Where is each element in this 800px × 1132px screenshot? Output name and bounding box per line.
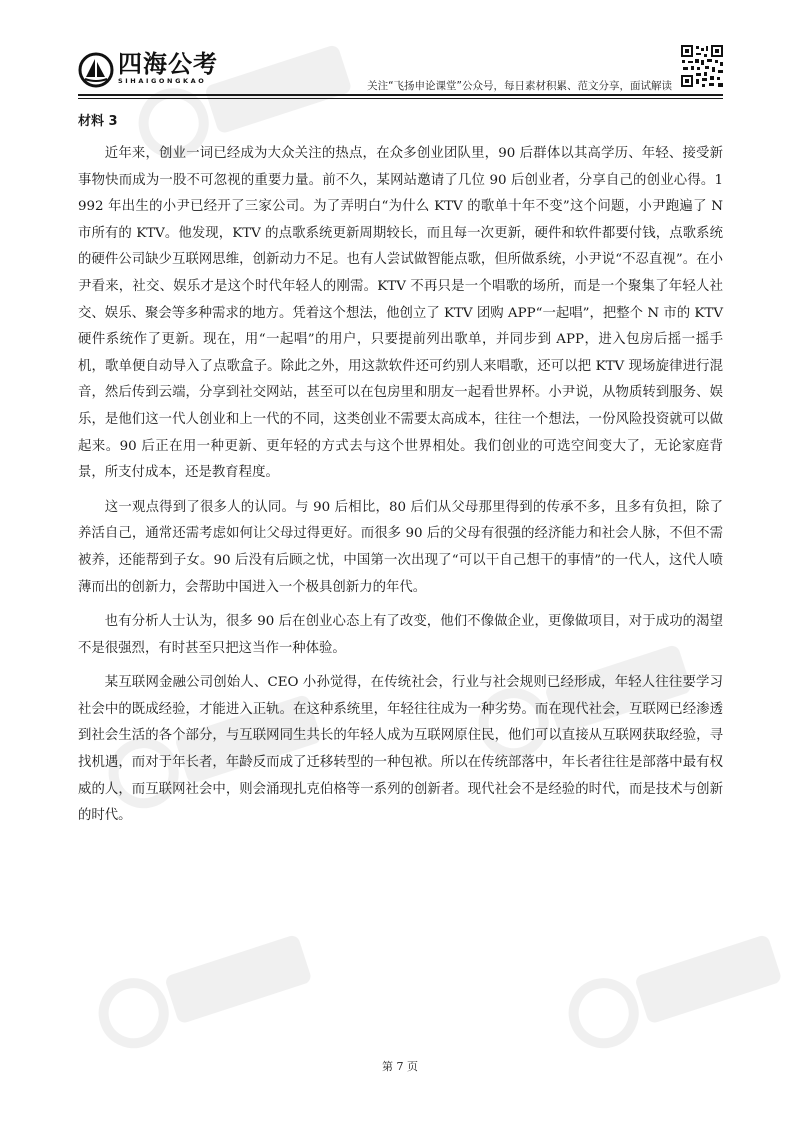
page-number: 第 7 页 [382, 1060, 418, 1073]
header-rule-thin [78, 98, 723, 99]
paragraph: 这一观点得到了很多人的认同。与 90 后相比，80 后们从父母那里得到的传承不多，且多有负担，除了养活自己，通常还需考虑如何让父母过得更好。而很多 90 后的父母有很强的经济能力和社会人脉，不但不需被养，还能帮到子女。90 后没有后顾之忧，中国第一次出现了“可以干自己想干的事情”的一代人，这代人喷薄而出的创新力，会帮助中国进入一个极具创新力的年代。 [78, 499, 723, 595]
section-title: 材料 3 [78, 114, 118, 129]
header-slogan: 关注“飞扬申论课堂”公众号，每日素材积累、范文分享，面试解读 [367, 80, 672, 92]
page-header [0, 0, 800, 100]
paragraph: 某互联网金融公司创始人、CEO 小孙觉得，在传统社会，行业与社会规则已经形成，年轻人往往要学习社会中的既成经验，才能进入正轨。在这种系统里，年轻往往成为一种劣势。而在现代社会，互联网已经渗透到社会生活的各个部分，与互联网同生共长的年轻人成为互联网原住民，他们可以直接从互联网获取经验，寻找机遇，而对于年长者，年龄反而成了迁移转型的一种包袱。所以在传统部落中，年长者往往是部落中最有权威的人，而互联网社会中，则会涌现扎克伯格等一系列的创新者。现代社会不是经验的时代，而是技术与创新的时代。 [78, 675, 723, 824]
qr-code-icon [680, 44, 724, 88]
paragraph: 也有分析人士认为，很多 90 后在创业心态上有了改变，他们不像做企业，更像做项目，对于成功的渴望不是很强烈，有时甚至只把这当作一种体验。 [78, 614, 723, 656]
watermark-logo-icon [560, 930, 790, 1050]
logo-title: 四海公考 [118, 50, 218, 78]
header-rule-thick [78, 94, 723, 96]
logo-subtitle: SIHAIGONGKAO [118, 77, 207, 85]
sailboat-logo-icon [78, 52, 114, 88]
document-body [78, 113, 723, 830]
watermark-logo-icon [90, 930, 320, 1050]
paragraph: 近年来，创业一词已经成为大众关注的热点，在众多创业团队里，90 后群体以其高学历、年轻、接受新事物快而成为一股不可忽视的重要力量。前不久，某网站邀请了几位 90 后创业者，分享自己的创业心得。1992 年出生的小尹已经开了三家公司。为了弄明白“为什么 KTV 的歌单十年不变”这个问题，小尹跑遍了 N 市所有的 KTV。他发现，KTV 的点歌系统更新周期较长，而且每一次更新，硬件和软件都要付钱，点歌系统的硬件公司缺少互联网思维，创新动力不足。也有人尝试做智能点歌，但所做系统，小尹说“不忍直视”。在小尹看来，社交、娱乐才是这个时代年轻人的刚需。KTV 不再只是一个唱歌的场所，而是一个聚集了年轻人社交、娱乐、聚会等多种需求的地方。凭着这个想法，他创立了 KTV 团购 APP“一起唱”，把整个 N 市的 KTV 硬件系统作了更新。现在，用“一起唱”的用户，只要提前列出歌单，并同步到 APP，进入包房后摇一摇手机，歌单便自动导入了点歌盒子。除此之外，用这款软件还可约别人来唱歌，还可以把 KTV 现场旋律进行混音，然后传到云端，分享到社交网站，甚至可以在包房里和朋友一起看世界杯。小尹说，从物质转到服务、娱乐，是他们这一代人创业和上一代的不同，这类创业不需要太高成本，往往一个想法，一份风险投资就可以做起来。90 后正在用一种更新、更年轻的方式去与这个世界相处。我们创业的可选空间变大了，无论家庭背景，所支付成本，还是教育程度。 [78, 146, 723, 481]
brand-logo [78, 52, 218, 88]
